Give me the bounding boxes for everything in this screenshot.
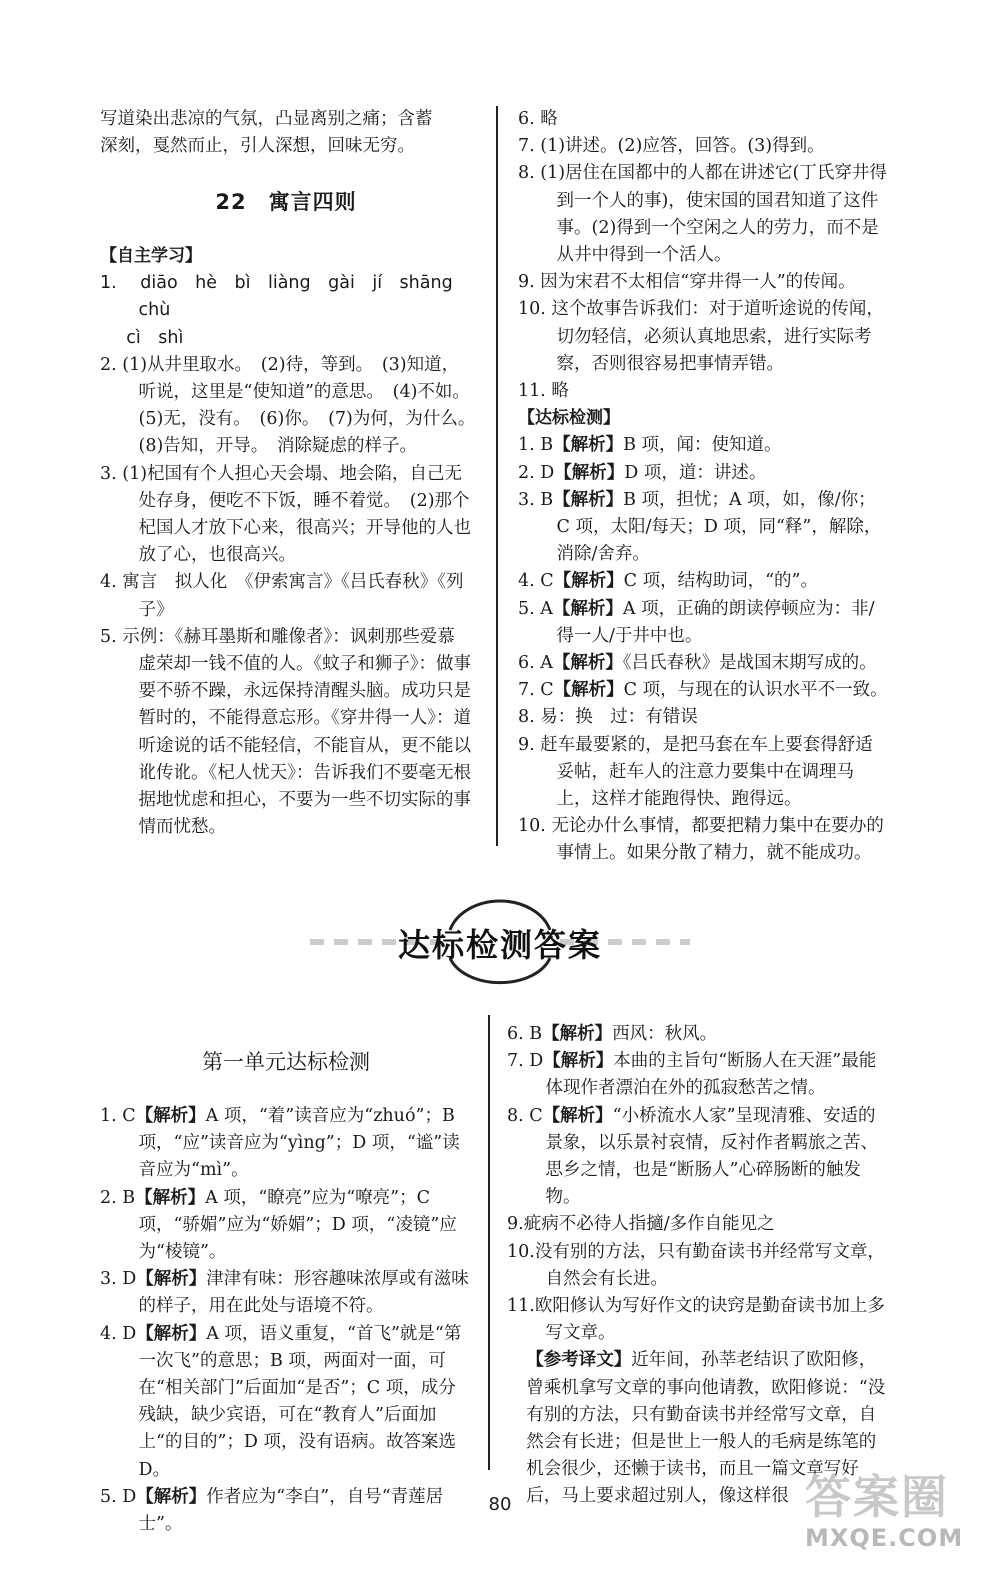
dabiao-answer-3: 3. B【解析】B 项，担忧；A 项，如，像/你；C 项，太阳/每天；D 项，同“释”，解除，消除/舍弃。 [518,489,882,565]
intro-line-1: 写道染出悲凉的气氛，凸显离别之痛；含蓄 [100,109,433,129]
unit-answer-3: 3. D【解析】津津有味：形容趣味浓厚或有滋味的样子，用在此处与语境不符。 [100,1269,469,1317]
bottom-left-column [100,1103,472,1538]
top-right-column [518,106,888,868]
unit-answer-7: 7. D【解析】本曲的主旨句“断肠人在天涯”最能体现作者漂泊在外的孤寂愁苦之情。 [507,1051,877,1099]
unit-answer-5: 5. D【解析】作者应为“李白”，自号“青莲居士”。 [100,1486,444,1535]
dabiao-answer-7: 7. C【解析】C 项，与现在的认识水平不一致。 [518,680,888,701]
unit-answer-4: 4. D【解析】A 项，语义重复，“首飞”就是“第一次飞”的意思；B 项，两面对一面，可在“相关部门”后面加“是否”；C 项，成分残缺，缺少宾语，可在“教育人”后面加上“的目的”；D 项，没有语病。故答案选 D。 [100,1323,462,1480]
right-answer-10: 10. 这个故事告诉我们：对于道听途说的传闻，切勿轻信，必须认真地思索，进行实际考察，否则很容易把事情弄错。 [518,299,884,374]
reference-translation: 【参考译文】近年间，孙莘老结识了欧阳修，曾乘机拿写文章的事向他请教，欧阳修说：“没有别的方法，只有勤奋读书并经常写文章，自然会有长进；但是世上一般人的毛病是练笔的机会很少，还懒于读书，而且一篇文章写好后，马上要求超过别人，像这样很 [526,1350,886,1507]
unit-answer-9: 9.疵病不必待人指擿/多作自能见之 [507,1214,775,1235]
watermark-logo [805,1470,985,1570]
top-left-column [100,106,472,160]
pinyin-line-1: 1. diāo hè bì liàng gài jí shāng chù [100,273,471,321]
unit-title: 第一单元达标检测 [202,1050,370,1074]
lesson-title: 22 寓言四则 [215,190,357,214]
right-answer-7: 7. (1)讲述。(2)应答，回答。(3)得到。 [518,136,825,157]
zizhu-answer-3: 3. (1)杞国有个人担心天会塌、地会陷，自己无处存身，便吃不下饭，睡不着觉。 (2)那个杞国人才放下心来，很高兴；开导他的人也放了心，也很高兴。 [100,463,471,566]
column-divider-bottom [488,1015,490,1470]
bottom-right-column [507,1021,890,1511]
right-answer-11: 11. 略 [518,381,569,402]
dabiao-answer-9: 9. 赶车最要紧的，是把马套在车上要套得舒适妥帖，赶车人的注意力要集中在调理马上，这样才能跑得快、跑得远。 [518,734,873,810]
unit-answer-6: 6. B【解析】西风：秋风。 [507,1024,718,1044]
unit-answer-1: 1. C【解析】A 项，“着”读音应为“zhuó”；B 项，“应”读音应为“yìng”；D 项，“谧”读音应为“mì”。 [100,1106,460,1181]
unit-answer-2: 2. B【解析】A 项，“瞭亮”应为“嘹亮”；C 项，“骄媚”应为“娇媚”；D 项，“凌镜”应为“棱镜”。 [100,1187,457,1263]
unit-answer-10: 10.没有别的方法，只有勤奋读书并经常写文章，自然会有长进。 [507,1241,885,1289]
right-answer-8: 8. (1)居住在国都中的人都在讲述它(丁氏穿井得到一个人的事)，使宋国的国君知道了这件事。(2)得到一个空闲之人的劳力，而不是从井中得到一个活人。 [518,163,887,266]
dabiao-answer-4: 4. C【解析】C 项，结构助词，“的”。 [518,571,819,592]
dabiao-answer-1: 1. B【解析】B 项，闻：使知道。 [518,435,782,456]
watermark-line-1: 答案圈 [805,1470,949,1524]
dabiao-answer-6: 6. A【解析】《吕氏春秋》是战国末期写成的。 [518,653,877,674]
dabiao-answer-2: 2. D【解析】D 项，道：讲述。 [518,462,767,483]
column-divider-top [496,106,498,846]
zizhu-answer-4: 4. 寓言 拟人化 《伊索寓言》《吕氏春秋》《列子》 [100,572,464,620]
dabiao-answer-10: 10. 无论办什么事情，都要把精力集中在要办的事情上。如果分散了精力，就不能成功。 [518,816,884,864]
page-number: 80 [488,1494,512,1515]
right-answer-9: 9. 因为宋君不太相信“穿井得一人”的传闻。 [518,272,856,293]
zizhu-section [100,243,485,841]
watermark-line-2: MXQE.COM [805,1524,964,1552]
section-banner [310,890,690,990]
dabiao-answer-8: 8. 易：换 过：有错误 [518,707,698,728]
intro-line-2: 深刻，戛然而止，引人深想，回味无穷。 [100,136,415,157]
unit-answer-8: 8. C【解析】“小桥流水人家”呈现清雅、安适的景象，以乐景衬哀情，反衬作者羁旅之苦、思乡之情，也是“断肠人”心碎肠断的触发物。 [507,1105,878,1208]
unit-answer-11: 11.欧阳修认为写好作文的诀窍是勤奋读书加上多写文章。 [507,1296,885,1344]
zizhu-heading: 【自主学习】 [100,246,202,266]
zizhu-answer-2: 2. (1)从井里取水。 (2)待，等到。 (3)知道，听说，这里是“使知道”的意思。 (4)不如。 (5)无，没有。 (6)你。 (7)为何，为什么。 (8)告知，开导。 消除疑虑的样子。 [100,354,485,457]
banner-title: 达标检测答案 [397,926,602,964]
dabiao-heading: 【达标检测】 [518,408,620,429]
right-answer-6: 6. 略 [518,109,558,129]
dabiao-answer-5: 5. A【解析】A 项，正确的朗读停顿应为：非/得一人/于井中也。 [518,598,875,646]
zizhu-answer-5: 5. 示例：《赫耳墨斯和雕像者》：讽刺那些爱慕虚荣却一钱不值的人。《蚊子和狮子》：做事要不骄不躁，永远保持清醒头脑。成功只是暂时的，不能得意忘形。《穿井得一人》：道听途说的话不能轻信，不能盲从，更不能以讹传讹。《杞人忧天》：告诉我们不要毫无根据地忧虑和担心，不要为一些不切实际的事情而忧愁。 [100,626,471,838]
pinyin-line-2: cì shì [126,327,184,348]
